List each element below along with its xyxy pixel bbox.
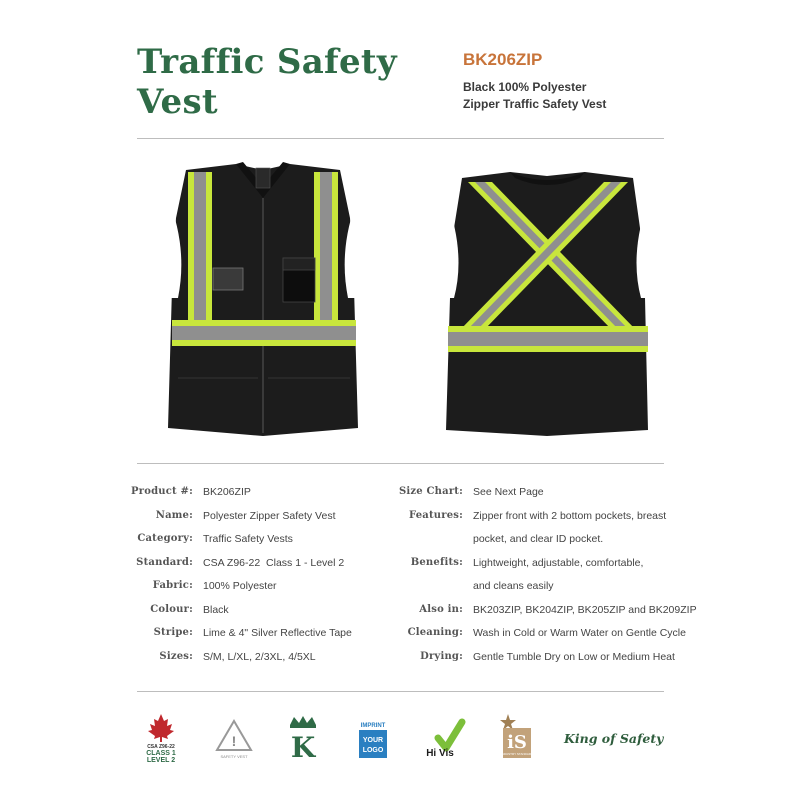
- csa-maple-leaf-logo: [140, 712, 182, 764]
- spec-value: See Next Page: [473, 486, 544, 498]
- spec-value: and cleans easily: [473, 580, 554, 592]
- spec-row-name: [100, 506, 352, 530]
- hi-vis-text: Hi Vis: [426, 748, 454, 759]
- spec-label: Drying:: [420, 650, 463, 662]
- spec-label: Colour:: [150, 603, 193, 615]
- spec-value: Black: [203, 603, 229, 616]
- king-of-safety-logo: King of Safety: [564, 731, 664, 746]
- spec-row-category: [100, 529, 352, 553]
- title-line-1: Traffic Safety: [137, 42, 397, 82]
- industry-standard-logo: [497, 712, 537, 762]
- spec-row-benefits-cont: [372, 576, 697, 600]
- spec-row-features-cont: [372, 529, 697, 553]
- your-text: YOUR: [362, 737, 384, 744]
- csa-text-line-3: LEVEL 2: [146, 757, 176, 764]
- spec-value: Gentle Tumble Dry on Low or Medium Heat: [473, 650, 675, 663]
- spec-row-stripe: [100, 623, 352, 647]
- spec-value: Zipper front with 2 bottom pockets, breast: [473, 509, 667, 522]
- spec-label: Category:: [137, 533, 193, 544]
- spec-row-colour: [100, 600, 352, 624]
- spec-row-sizes: [100, 647, 352, 671]
- spec-label: Product #:: [131, 486, 193, 497]
- spec-label: Sizes:: [159, 650, 193, 662]
- subtitle-line-2: Zipper Traffic Safety Vest: [463, 97, 607, 111]
- safety-vest-text: SAFETY VEST: [220, 754, 248, 759]
- k-crown-logo: [286, 715, 320, 761]
- vest-back-image: [440, 158, 655, 443]
- subtitle-line-1: Black 100% Polyester: [463, 80, 587, 94]
- safety-vest-warning-logo: [214, 718, 254, 760]
- spec-label: Size Chart:: [398, 486, 463, 497]
- page-title: [137, 42, 397, 122]
- divider-middle: [137, 463, 664, 464]
- spec-label: Also in:: [419, 603, 463, 615]
- spec-value: 100% Polyester: [203, 580, 277, 592]
- spec-value: Lightweight, adjustable, comfortable,: [473, 556, 644, 569]
- spec-row-features: [372, 506, 697, 530]
- imprint-your-logo-badge: [356, 719, 390, 761]
- spec-label: Stripe:: [153, 627, 193, 638]
- spec-value: Traffic Safety Vests: [203, 533, 293, 545]
- vest-front-image: [158, 158, 368, 443]
- spec-value: Polyester Zipper Safety Vest: [203, 509, 336, 522]
- spec-value: Wash in Cold or Warm Water on Gentle Cycle: [473, 627, 686, 639]
- spec-value: Lime & 4" Silver Reflective Tape: [203, 627, 352, 639]
- spec-label: Standard:: [136, 556, 193, 568]
- specs-right: [372, 482, 697, 670]
- spec-value: BK206ZIP: [203, 486, 251, 498]
- spec-row-cleaning: [372, 623, 697, 647]
- is-text: iS: [507, 732, 527, 753]
- csa-text-line-2: CLASS 1: [146, 750, 176, 757]
- csa-text-line-1: CSA Z96-22: [147, 744, 175, 750]
- spec-row-fabric: [100, 576, 352, 600]
- spec-label: Name:: [155, 509, 193, 521]
- product-subtitle: [463, 79, 683, 113]
- spec-row-product: [100, 482, 352, 506]
- spec-value: S/M, L/XL, 2/3XL, 4/5XL: [203, 650, 316, 663]
- spec-row-benefits: [372, 553, 697, 577]
- spec-label: Fabric:: [152, 580, 193, 591]
- spec-row-also-in: [372, 600, 697, 624]
- spec-label: Features:: [408, 509, 463, 521]
- specs-left: [100, 482, 352, 670]
- hi-vis-check-logo: [426, 716, 466, 760]
- spec-row-size-chart: [372, 482, 697, 506]
- spec-value: CSA Z96-22 Class 1 - Level 2: [203, 556, 345, 569]
- product-code: BK206ZIP: [463, 50, 543, 69]
- spec-label: Benefits:: [410, 556, 463, 568]
- spec-label-empty: [372, 576, 463, 580]
- spec-row-standard: [100, 553, 352, 577]
- logo-text: LOGO: [362, 747, 384, 754]
- spec-row-drying: [372, 647, 697, 671]
- divider-top: [137, 138, 664, 139]
- divider-bottom: [137, 691, 664, 692]
- k-letter: K: [290, 731, 316, 761]
- spec-value: pocket, and clear ID pocket.: [473, 533, 604, 545]
- spec-value: BK203ZIP, BK204ZIP, BK205ZIP and BK209ZIP: [473, 603, 697, 616]
- svg-text:!: !: [231, 733, 237, 749]
- title-line-2: Vest: [137, 82, 218, 122]
- imprint-text: IMPRINT: [360, 723, 386, 729]
- spec-label: Cleaning:: [407, 627, 463, 638]
- spec-label-empty: [372, 529, 463, 533]
- is-sub-text: INDUSTRY STANDARD: [500, 752, 534, 756]
